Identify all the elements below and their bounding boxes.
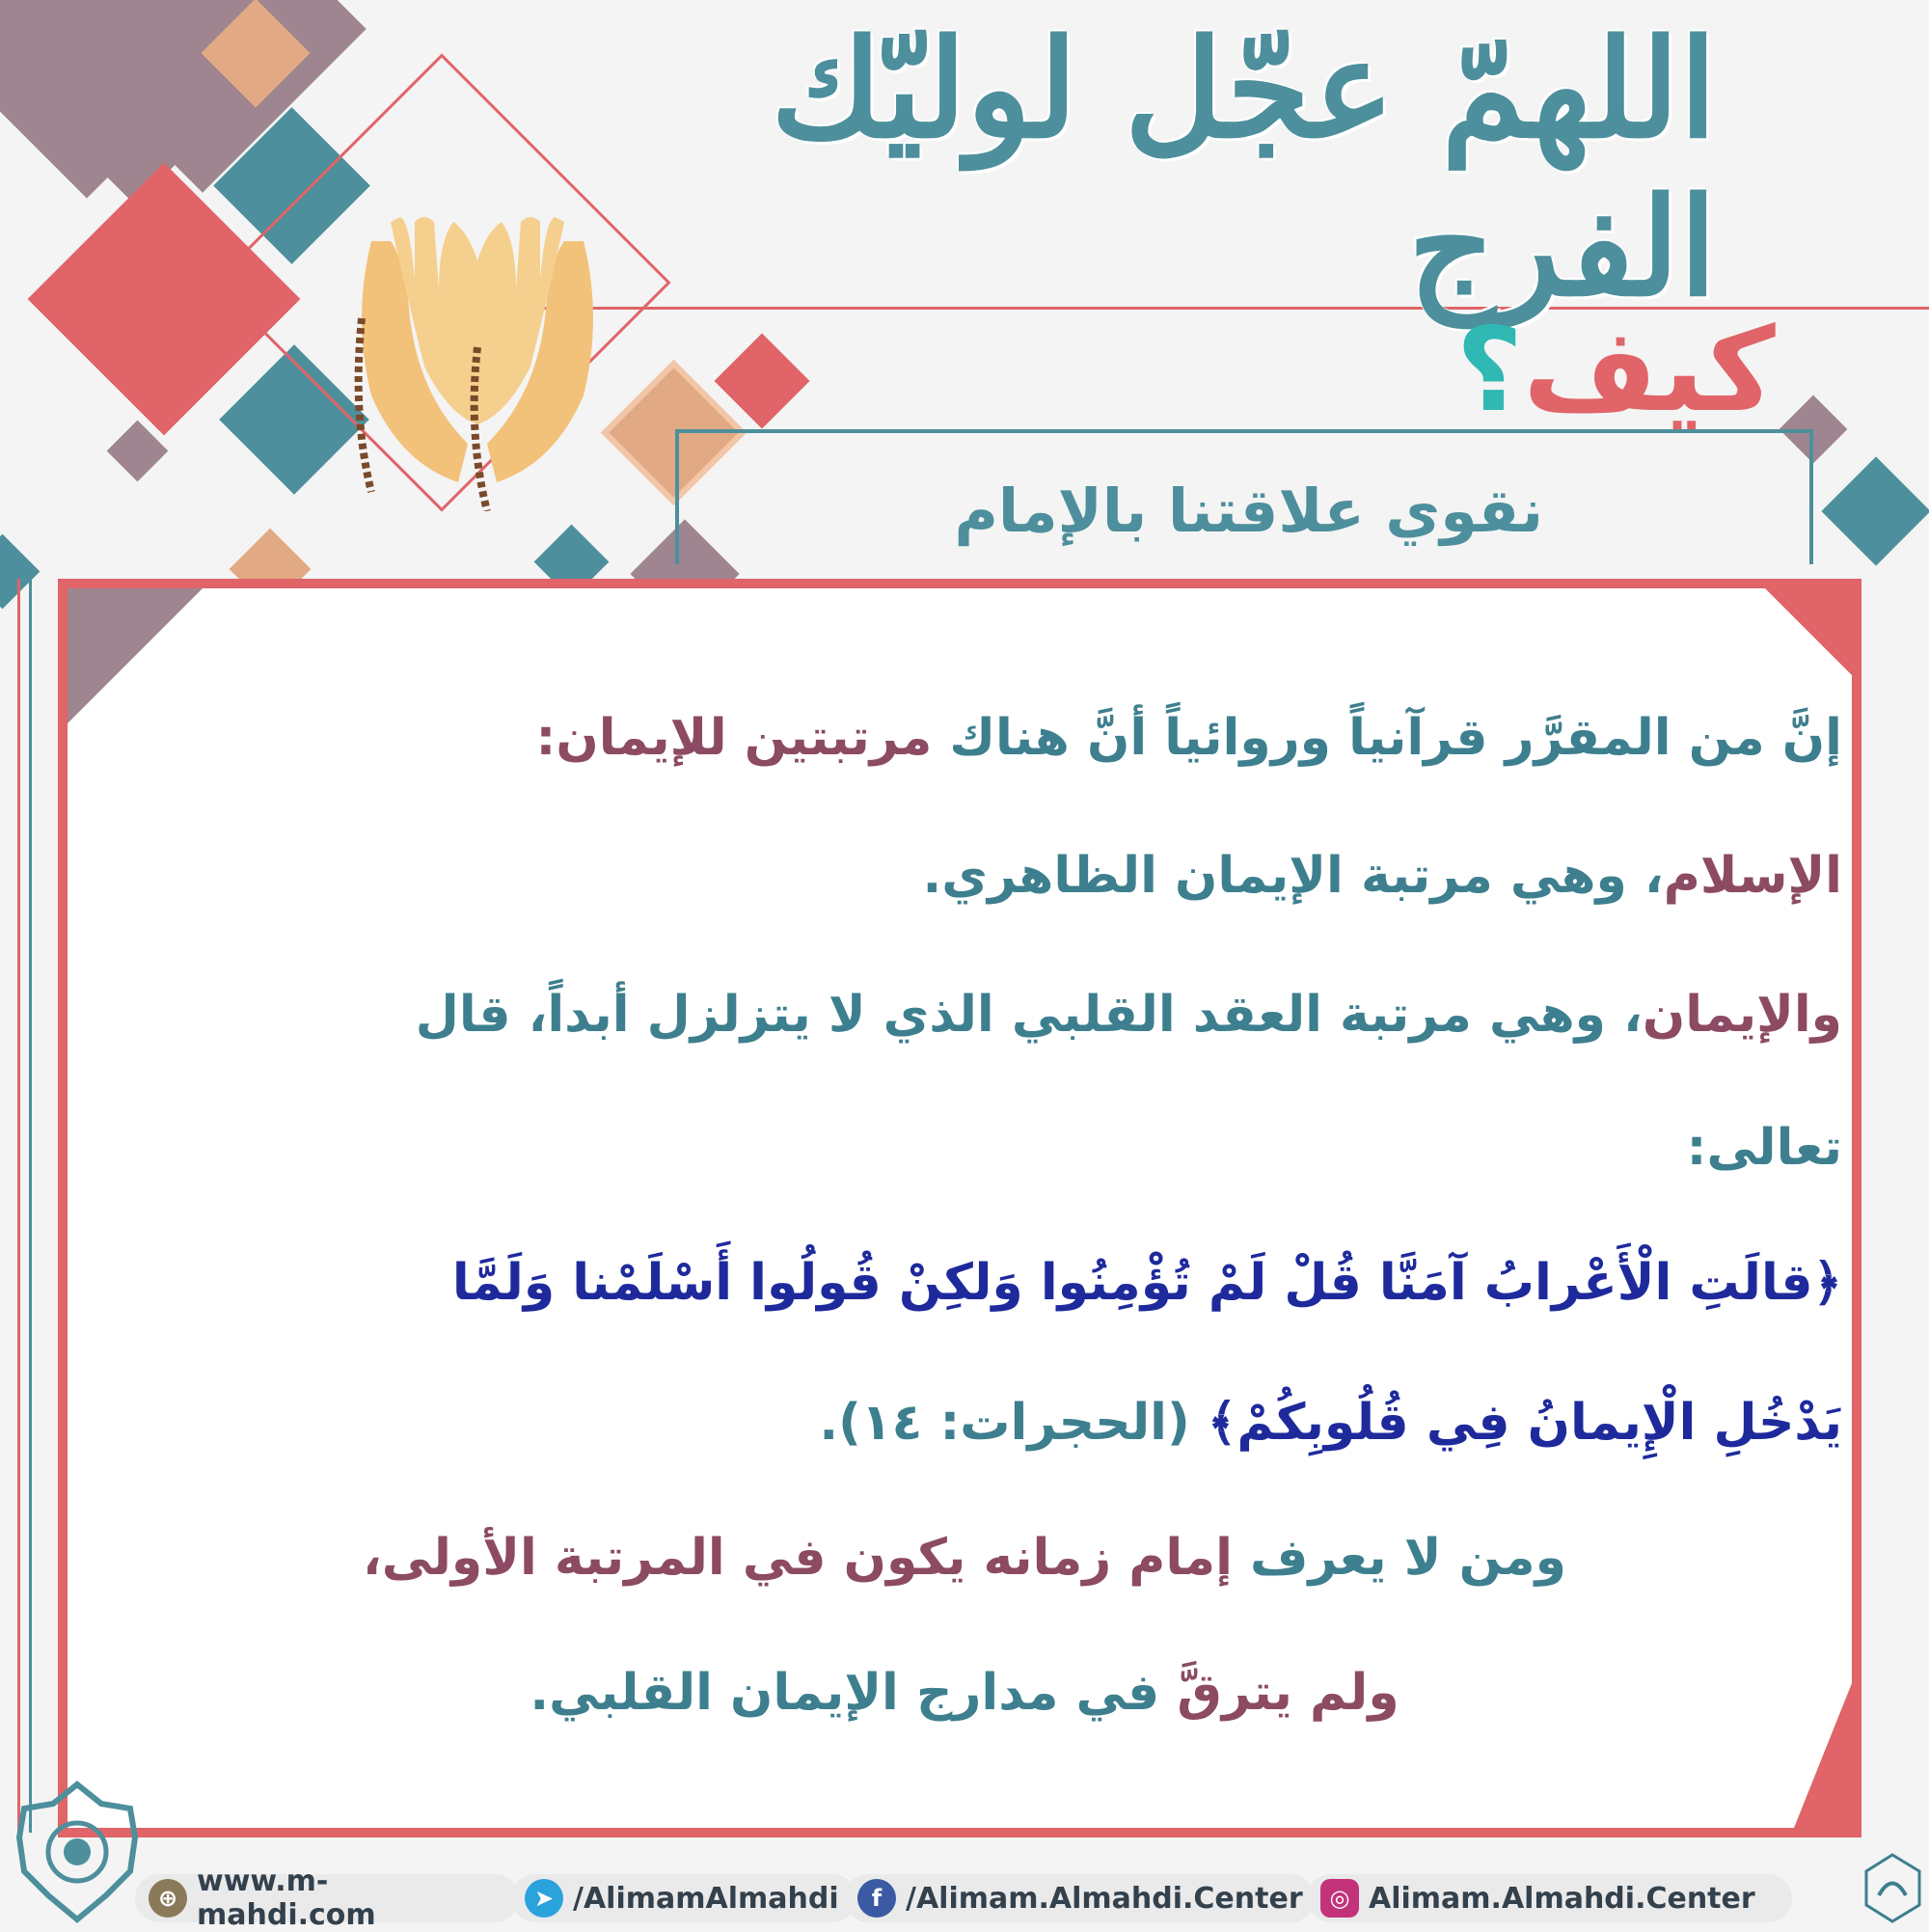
verse-line-2-text: يَدْخُلِ الْإِيمانُ فِي قُلُوبِكُمْ﴾ (1207, 1394, 1842, 1452)
facebook-icon: f (857, 1879, 896, 1918)
telegram-icon: ➤ (525, 1879, 563, 1918)
closing1-teal: ومن لا يعرف (1232, 1529, 1566, 1587)
subtitle-frame-left (675, 429, 679, 564)
subtitle (752, 463, 1543, 559)
verse-reference: (الحجرات: ١٤). (819, 1394, 1208, 1452)
banner-calligraphy: اللهمّ عجّل لوليّك الفرج (771, 11, 1717, 327)
facebook-link[interactable] (844, 1874, 1315, 1922)
instagram-text: Alimam.Almahdi.Center (1369, 1881, 1755, 1916)
decor-diamond-teal-far-right (1821, 456, 1929, 565)
closing-line-1 (87, 1519, 1842, 1596)
line1-teal: إنَّ من المقرَّر قرآنياً وروائياً أنَّ هناك (932, 709, 1842, 767)
instagram-link[interactable] (1307, 1874, 1792, 1922)
verse-line-1: ﴿قالَتِ الْأَعْرابُ آمَنَّا قُلْ لَمْ تُؤْمِنُوا وَلكِنْ قُولُوا أَسْلَمْنا وَلَمَّا (451, 1254, 1842, 1312)
instagram-icon: ◎ (1320, 1879, 1359, 1918)
line1-maroon: مرتبتين للإيمان: (535, 709, 933, 767)
telegram-link[interactable] (511, 1874, 856, 1922)
closing-line-2 (87, 1654, 1842, 1731)
left-side-line-2 (29, 579, 32, 1833)
facebook-text: /Alimam.Almahdi.Center (906, 1881, 1303, 1916)
content-line-1 (87, 699, 1842, 776)
verse-line-2 (87, 1384, 1842, 1461)
kayf-heading (1442, 299, 1789, 444)
website-link[interactable] (135, 1864, 519, 1932)
line2-maroon: الإسلام (1663, 847, 1842, 905)
subtitle-frame-right (1809, 429, 1813, 564)
content-line-3 (87, 976, 1842, 1053)
closing2-maroon: ولم يترقَّ (1159, 1664, 1399, 1722)
question-mark: ؟ (1455, 304, 1523, 438)
globe-icon: ⊕ (149, 1879, 187, 1918)
footer-bar (0, 1864, 1929, 1932)
line3-teal: ، وهي مرتبة العقد القلبي الذي لا يتزلزل أبداً، قال (415, 986, 1643, 1044)
card-corner-coral-top (1765, 588, 1852, 675)
website-text: www.m-mahdi.com (197, 1864, 376, 1932)
kayf-word: كيف (1522, 304, 1776, 438)
line2-teal: ، وهي مرتبة الإيمان الظاهري. (922, 847, 1664, 905)
content-line-2 (87, 837, 1842, 914)
closing1-maroon: إمام زمانه يكون في المرتبة الأولى، (363, 1529, 1233, 1587)
subtitle-text: نقوي علاقتنا بالإمام (954, 476, 1543, 546)
praying-hands-illustration (333, 203, 622, 511)
content-line-4: تعالى: (1686, 1119, 1842, 1177)
left-side-line-1 (17, 579, 20, 1833)
telegram-text: /AlimamAlmahdi (573, 1881, 839, 1916)
closing2-teal: في مدارج الإيمان القلبي. (530, 1664, 1160, 1722)
line3-maroon: والإيمان (1642, 986, 1842, 1044)
